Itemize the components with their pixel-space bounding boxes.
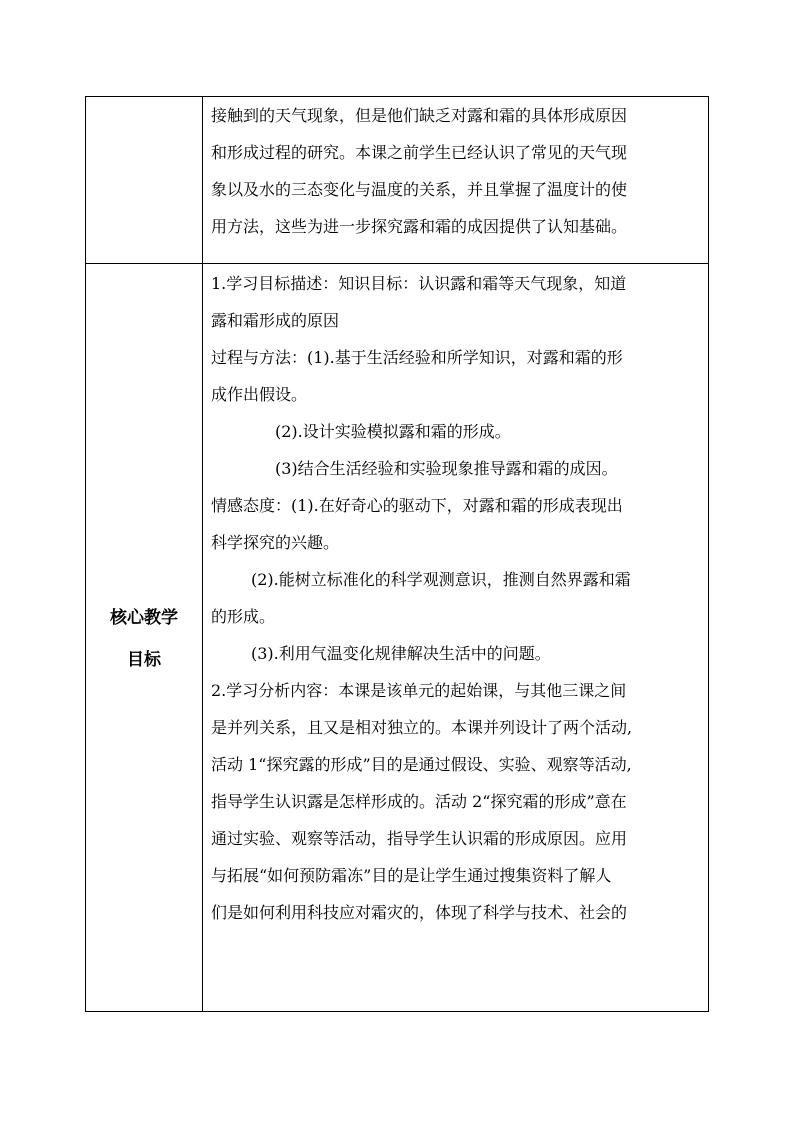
text-line: (3)结合生活经验和实验现象推导露和霜的成因。 bbox=[275, 459, 618, 478]
text-line: (2).设计实验模拟露和霜的形成。 bbox=[275, 422, 511, 441]
text-line: 2.学习分析内容：本课是该单元的起始课，与其他三课之间 bbox=[211, 681, 627, 700]
text-line: 过程与方法：(1).基于生活经验和所学知识，对露和霜的形 bbox=[211, 348, 623, 367]
text-line: 指导学生认识露是怎样形成的。活动 2“探究霜的形成”意在 bbox=[211, 792, 627, 811]
row1-content-cell bbox=[211, 97, 706, 245]
label-line: 核心教学 bbox=[110, 608, 178, 628]
text-line: 与拓展“如何预防霜冻”目的是让学生通过搜集资料了解人 bbox=[211, 866, 612, 885]
text-line: 象以及水的三态变化与温度的关系，并且掌握了温度计的使 bbox=[211, 180, 628, 199]
column-divider bbox=[202, 97, 203, 1011]
text-line: (2).能树立标准化的科学观测意识，推测自然界露和霜 bbox=[251, 570, 631, 589]
row2-label-cell bbox=[86, 597, 202, 681]
text-line: 通过实验、观察等活动，指导学生认识霜的形成原因。应用 bbox=[211, 829, 628, 848]
text-line: 接触到的天气现象，但是他们缺乏对露和霜的具体形成原因 bbox=[211, 106, 628, 125]
text-line: 露和霜形成的原因 bbox=[211, 311, 340, 330]
text-line: 用方法，这些为进一步探究露和霜的成因提供了认知基础。 bbox=[211, 217, 628, 236]
text-line: 1.学习目标描述：知识目标：认识露和霜等天气现象，知道 bbox=[211, 274, 627, 293]
text-line: 情感态度：(1).在好奇心的驱动下，对露和霜的形成表现出 bbox=[211, 496, 623, 515]
text-line: 是并列关系，且又是相对独立的。本课并列设计了两个活动, bbox=[211, 718, 633, 737]
text-line: 活动 1“探究露的形成”目的是通过假设、实验、观察等活动, bbox=[211, 755, 632, 774]
text-line: (3).利用气温变化规律解决生活中的问题。 bbox=[251, 644, 551, 663]
lesson-plan-table bbox=[85, 96, 709, 1012]
text-line: 和形成过程的研究。本课之前学生已经认识了常见的天气现 bbox=[211, 143, 628, 162]
text-line: 们是如何利用科技应对霜灾的，体现了科学与技术、社会的 bbox=[211, 903, 628, 922]
text-line: 的形成。 bbox=[211, 607, 276, 626]
row2-content-cell bbox=[211, 265, 706, 931]
row-divider bbox=[86, 263, 708, 264]
label-line: 目标 bbox=[127, 650, 161, 670]
text-line: 成作出假设。 bbox=[211, 385, 308, 404]
text-line: 科学探究的兴趣。 bbox=[211, 533, 340, 552]
